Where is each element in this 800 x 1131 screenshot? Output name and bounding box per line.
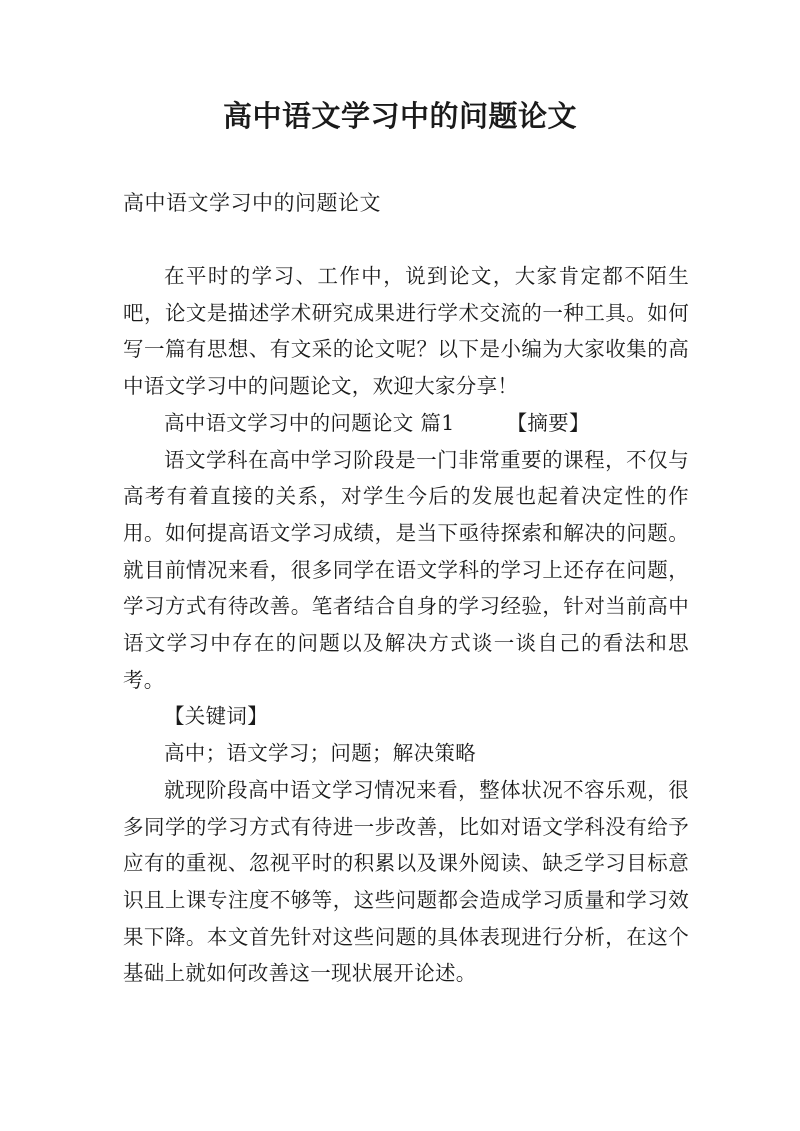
document-subtitle: 高中语文学习中的问题论文 <box>123 191 381 215</box>
keywords-text: 高中；语文学习；问题；解决策略 <box>164 741 476 766</box>
intro-paragraph: 在平时的学习、工作中，说到论文，大家肯定都不陌生吧，论文是描述学术研究成果进行学术交流的一种工具。如何写一篇有思想、有文采的论文呢？以下是小编为大家收集的高中语文学习中的问题论文，欢迎大家分享！ <box>123 264 689 399</box>
abstract-label: 【摘要】 <box>506 410 590 435</box>
document-title: 高中语文学习中的问题论文 <box>222 99 577 133</box>
abstract-paragraph: 语文学科在高中学习阶段是一门非常重要的课程，不仅与高考有着直接的关系，对学生今后的发展也起着决定性的作用。如何提高语文学习成绩，是当下亟待探索和解决的问题。就目前情况来看，很多同学在语文学科的学习上还存在问题，学习方式有待改善。笔者结合自身的学习经验，针对当前高中语文学习中存在的问题以及解决方式谈一谈自己的看法和思考。 <box>123 447 689 692</box>
keywords-label: 【关键词】 <box>164 704 268 729</box>
section-heading-line <box>123 405 689 442</box>
body-paragraph: 就现阶段高中语文学习情况来看，整体状况不容乐观，很多同学的学习方式有待进一步改善，比如对语文学科没有给予应有的重视、忽视平时的积累以及课外阅读、缺乏学习目标意识且上课专注度不够等，这些问题都会造成学习质量和学习效果下降。本文首先针对这些问题的具体表现进行分析，在这个基础上就如何改善这一现状展开论述。 <box>123 777 689 986</box>
document-body <box>123 258 689 992</box>
section-heading: 高中语文学习中的问题论文 篇1 <box>164 410 455 435</box>
